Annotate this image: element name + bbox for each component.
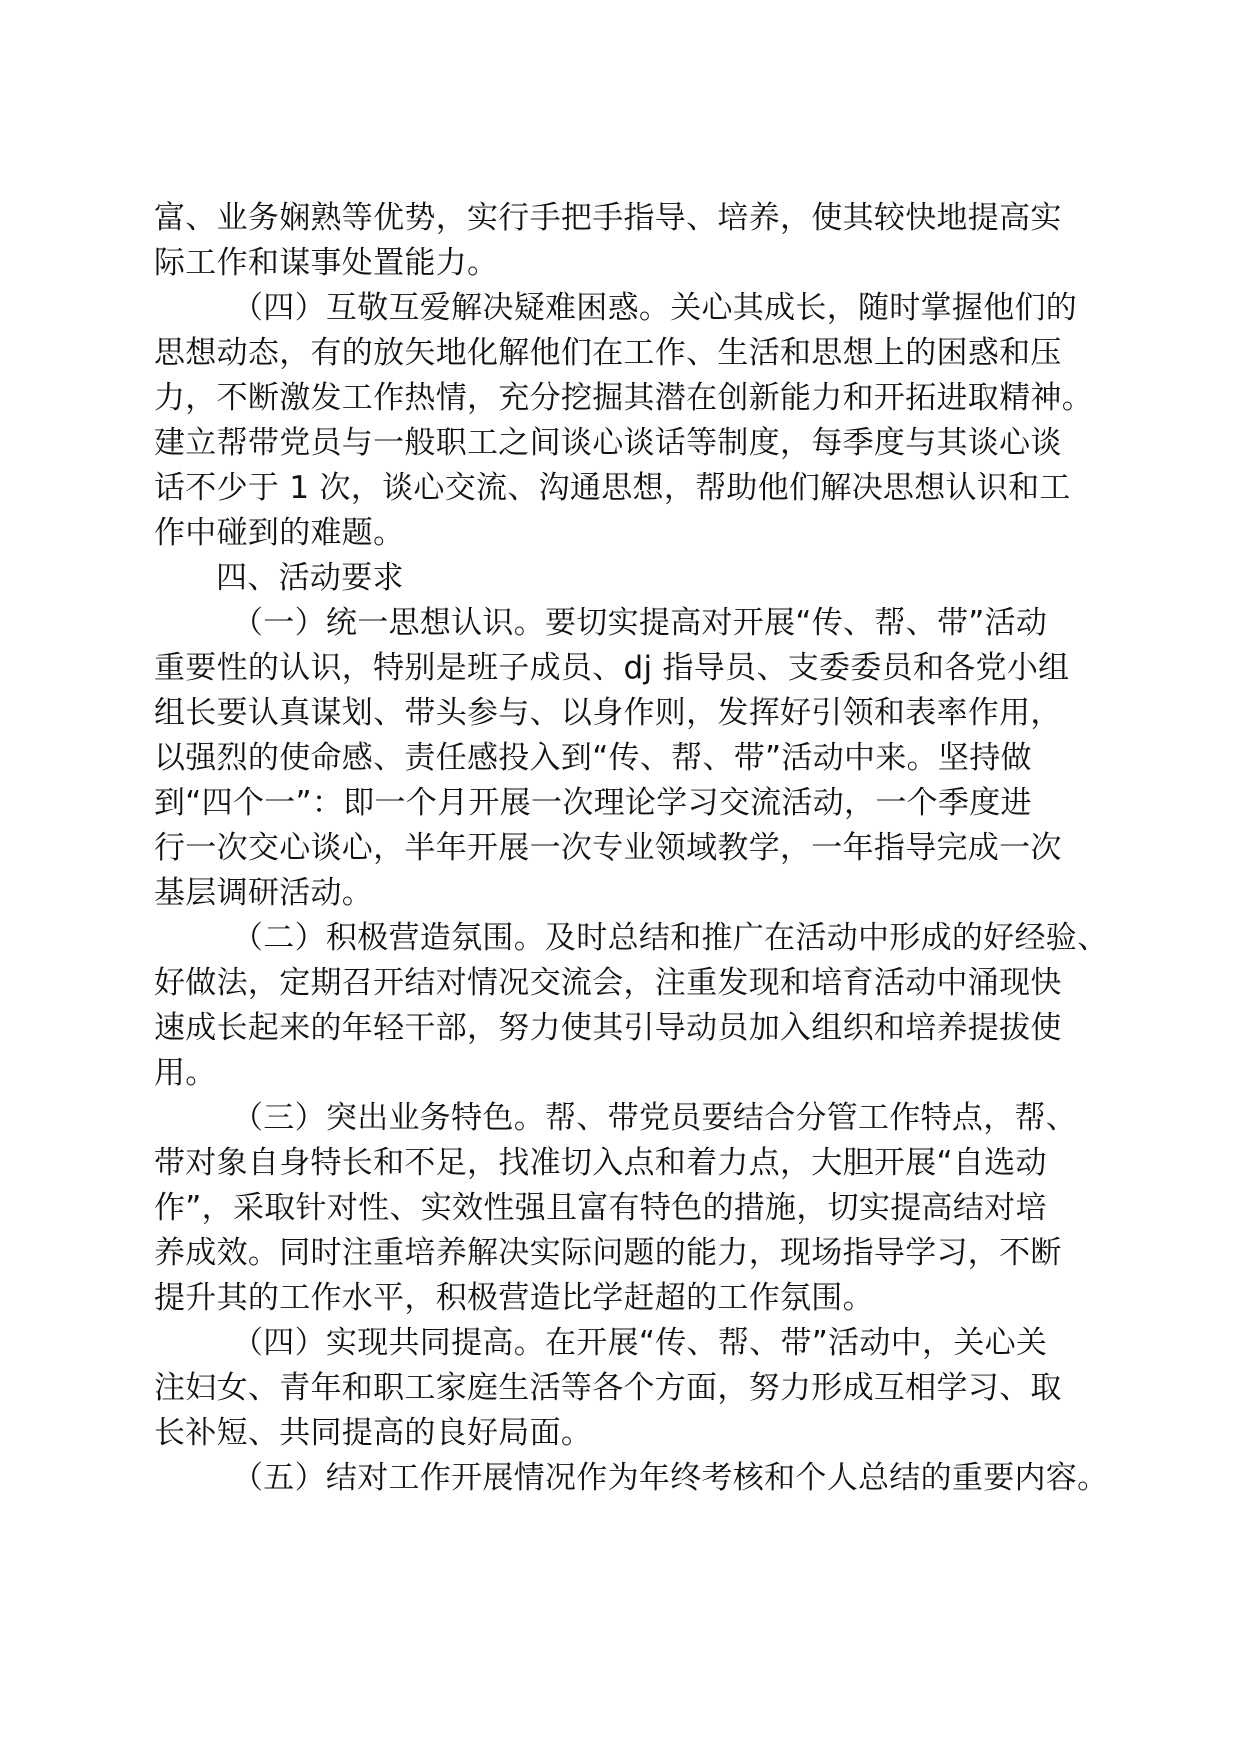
paragraph-start-line: （一）统一思想认识。要切实提高对开展“传、帮、带”活动	[232, 605, 1048, 641]
text-line: 注妇女、青年和职工家庭生活等各个方面，努力形成互相学习、取	[154, 1370, 1062, 1406]
text-line: 用。	[154, 1055, 217, 1091]
text-line: 重要性的认识，特别是班子成员、dj 指导员、支委委员和各党小组	[154, 650, 1070, 686]
paragraph-start-line: （三）突出业务特色。帮、带党员要结合分管工作特点，帮、	[232, 1100, 1078, 1136]
text-line: 提升其的工作水平，积极营造比学赶超的工作氛围。	[154, 1280, 874, 1316]
text-line: 作”，采取针对性、实效性强且富有特色的措施，切实提高结对培	[154, 1190, 1047, 1226]
text-line: 基层调研活动。	[154, 875, 374, 911]
paragraph-start-line: （四）互敬互爱解决疑难困惑。关心其成长，随时掌握他们的	[232, 290, 1078, 326]
text-line: 作中碰到的难题。	[154, 515, 405, 551]
text-line: 长补短、共同提高的良好局面。	[154, 1415, 593, 1451]
section-heading: 四、活动要求	[216, 560, 404, 596]
text-line: 话不少于 1 次，谈心交流、沟通思想，帮助他们解决思想认识和工	[154, 470, 1071, 506]
text-line: 组长要认真谋划、带头参与、以身作则，发挥好引领和表率作用，	[154, 695, 1062, 731]
text-line: 思想动态，有的放矢地化解他们在工作、生活和思想上的困惑和压	[154, 335, 1062, 371]
text-line: 到“四个一”：即一个月开展一次理论学习交流活动，一个季度进	[154, 785, 1032, 821]
text-line: 养成效。同时注重培养解决实际问题的能力，现场指导学习，不断	[154, 1235, 1062, 1271]
paragraph-start-line: （四）实现共同提高。在开展“传、帮、带”活动中，关心关	[232, 1325, 1048, 1361]
text-line: 带对象自身特长和不足，找准切入点和着力点，大胆开展“自选动	[154, 1145, 1047, 1181]
text-line: 力，不断激发工作热情，充分挖掘其潜在创新能力和开拓进取精神。	[154, 380, 1093, 416]
text-line: 好做法，定期召开结对情况交流会，注重发现和培育活动中涌现快	[154, 965, 1062, 1001]
text-line: 行一次交心谈心，半年开展一次专业领域教学，一年指导完成一次	[154, 830, 1062, 866]
text-line: 建立帮带党员与一般职工之间谈心谈话等制度，每季度与其谈心谈	[154, 425, 1062, 461]
text-line: 以强烈的使命感、责任感投入到“传、帮、带”活动中来。坚持做	[154, 740, 1032, 776]
paragraph-start-line: （五）结对工作开展情况作为年终考核和个人总结的重要内容。	[232, 1460, 1109, 1496]
document-body	[154, 196, 1109, 1501]
text-line: 富、业务娴熟等优势，实行手把手指导、培养，使其较快地提高实	[154, 200, 1062, 236]
paragraph-start-line: （二）积极营造氛围。及时总结和推广在活动中形成的好经验、	[232, 920, 1109, 956]
text-line: 际工作和谋事处置能力。	[154, 245, 499, 281]
text-line: 速成长起来的年轻干部，努力使其引导动员加入组织和培养提拔使	[154, 1010, 1062, 1046]
